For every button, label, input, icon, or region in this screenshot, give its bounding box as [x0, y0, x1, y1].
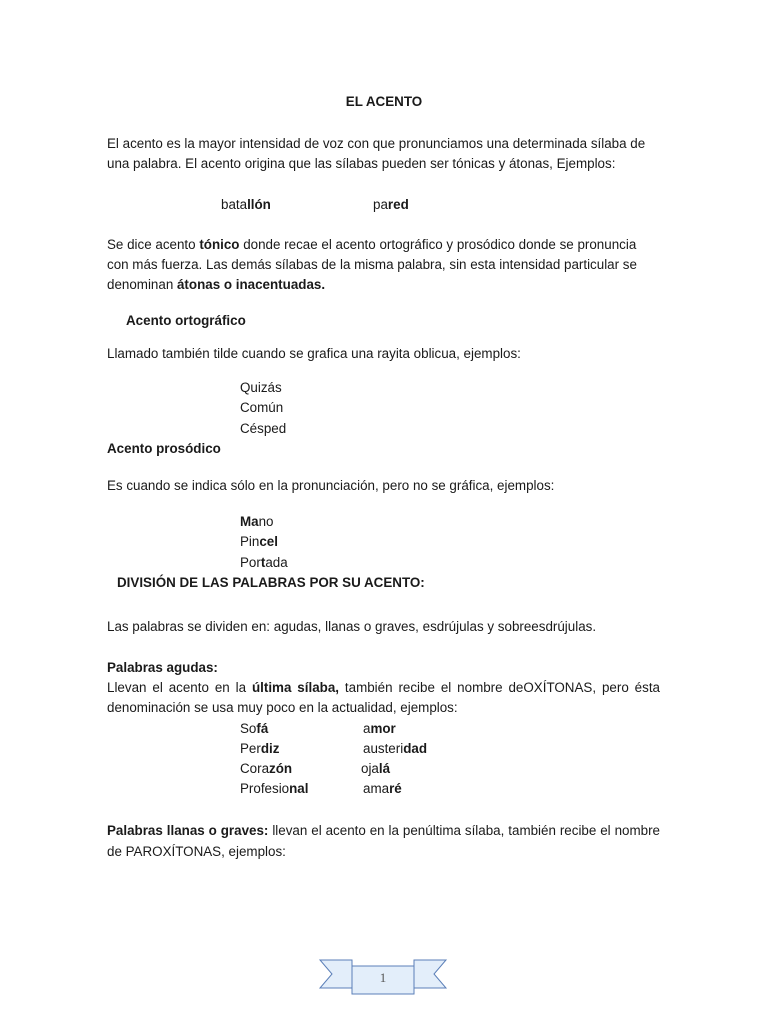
agudas-example-2: Perdiz: [240, 741, 280, 756]
ribbon-left-tail: [320, 960, 352, 988]
agudas-example-4: Profesional: [240, 781, 309, 796]
prosodic-text: Es cuando se indica sólo en la pronunciación, pero no se gráfica, ejemplos:: [107, 478, 555, 493]
agudas-example-3: Corazón: [240, 761, 293, 776]
orthographic-example-2: Común: [240, 400, 284, 415]
orthographic-heading: Acento ortográfico: [126, 313, 246, 328]
ribbon-right-tail: [414, 960, 446, 988]
orthographic-example-3: Césped: [240, 421, 287, 436]
prosodic-example-1: Mano: [240, 514, 274, 529]
prosodic-example-2: Pincel: [240, 534, 278, 549]
page-title: EL ACENTO: [345, 94, 423, 109]
page-number: 1: [379, 970, 387, 985]
llanas-paragraph: Palabras llanas o graves: llevan el acento en la penúltima sílaba, también recibe el nombre de PAROXÍTONAS, ejemplos:: [107, 823, 660, 859]
agudas-heading: Palabras agudas:: [107, 660, 218, 675]
agudas-example-8: amaré: [363, 781, 402, 796]
tonic-paragraph: Se dice acento tónico donde recae el acento ortográfico y prosódico donde se pronuncia con más fuerza. Las demás sílabas de la misma palabra, sin esta intensidad particular se denominan átonas o inacentuadas.: [107, 237, 637, 292]
example-word-1: batallón: [221, 197, 271, 212]
example-word-2: pared: [373, 197, 409, 212]
agudas-example-6: austeridad: [363, 741, 428, 756]
orthographic-example-1: Quizás: [240, 380, 282, 395]
agudas-example-5: amor: [363, 721, 396, 736]
agudas-example-1: Sofá: [240, 721, 269, 736]
division-heading: DIVISIÓN DE LAS PALABRAS POR SU ACENTO:: [117, 575, 425, 590]
prosodic-example-3: Portada: [240, 555, 288, 570]
division-text: Las palabras se dividen en: agudas, llanas o graves, esdrújulas y sobreesdrújulas.: [107, 619, 597, 634]
prosodic-heading: Acento prosódico: [107, 441, 221, 456]
orthographic-text: Llamado también tilde cuando se grafica una rayita oblicua, ejemplos:: [107, 346, 521, 361]
intro-paragraph: El acento es la mayor intensidad de voz con que pronunciamos una determinada sílaba de una palabra. El acento origina que las sílabas pueden ser tónicas y átonas, Ejemplos:: [107, 136, 646, 171]
agudas-paragraph: Llevan el acento en la última sílaba, también recibe el nombre deOXÍTONAS, pero ésta denominación se usa muy poco en la actualidad, ejemplos:: [107, 680, 660, 715]
agudas-example-7: ojalá: [361, 761, 391, 776]
